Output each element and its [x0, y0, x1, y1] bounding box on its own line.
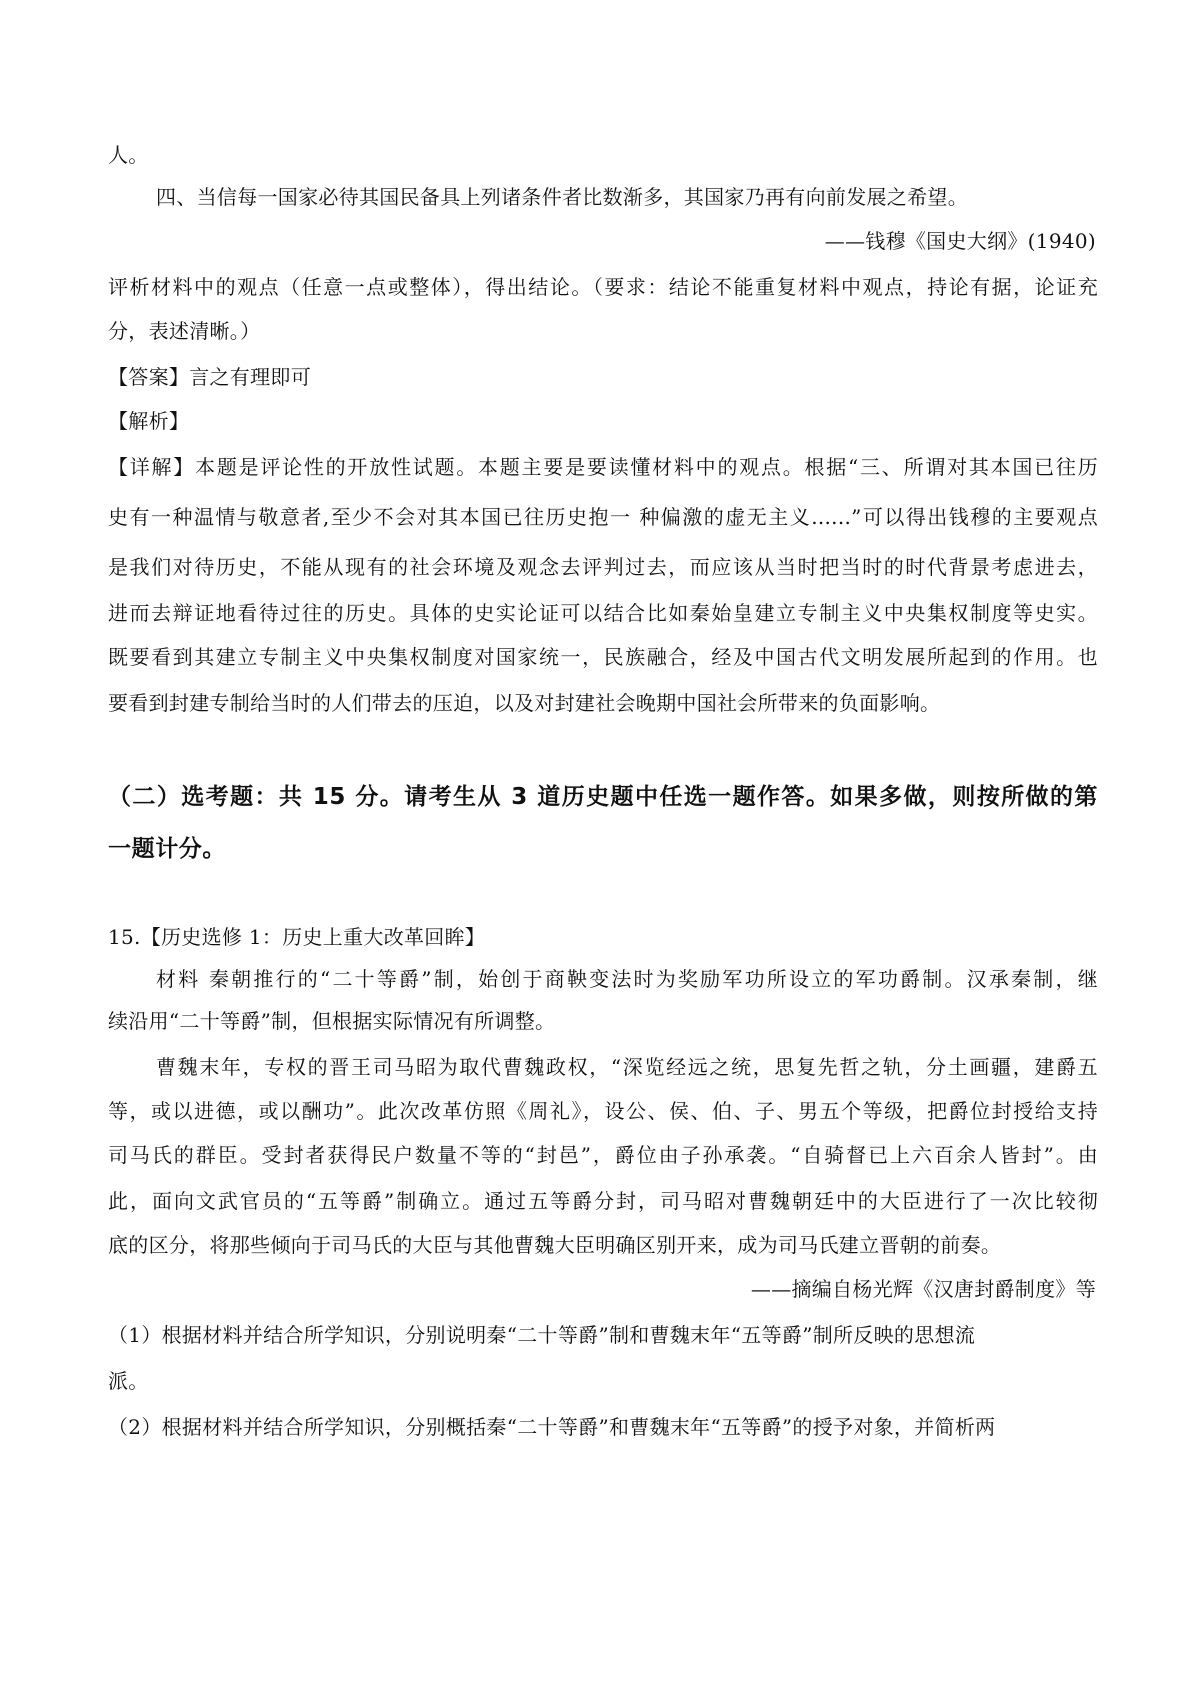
material-line: 材料 秦朝推行的“二十等爵”制，始创于商鞅变法时为奖励军功所设立的军功爵制。汉承秦制，继 [156, 967, 1098, 991]
section-header: 一题计分。 [108, 836, 226, 862]
material-source: ——钱穆《国史大纲》(1940) [824, 229, 1096, 253]
question-prompt: 评析材料中的观点（任意一点或整体），得出结论。（要求：结论不能重复材料中观点，持论有据，论证充 [108, 275, 1098, 299]
analysis-detail-line: 【详解】本题是评论性的开放性试题。本题主要是要读懂材料中的观点。根据“三、所谓对其本国已往历 [108, 455, 1098, 479]
material-line: 等，或以进德，或以酬功”。此次改革仿照《周礼》，设公、侯、伯、子、男五个等级，把爵位封授给支持 [108, 1099, 1098, 1123]
material-line: 此，面向文武官员的“五等爵”制确立。通过五等爵分封，司马昭对曹魏朝廷中的大臣进行了一次比较彻 [108, 1189, 1098, 1213]
material-source: ——摘编自杨光辉《汉唐封爵制度》等 [750, 1277, 1096, 1301]
question-prompt: 分，表述清晰。） [108, 319, 261, 343]
material-line: 司马氏的群臣。受封者获得民户数量不等的“封邑”，爵位由子孙承袭。“自骑督已上六百余人皆封”。由 [108, 1143, 1098, 1167]
section-header: （二）选考题：共 15 分。请考生从 3 道历史题中任选一题作答。如果多做，则按所做的第 [108, 784, 1098, 810]
material-line: 曹魏末年，专权的晋王司马昭为取代曹魏政权，“深览经远之统，思复先哲之轨，分土画疆，建爵五 [156, 1055, 1098, 1079]
analysis-detail-line: 史有一种温情与敬意者,至少不会对其本国已往历史抱一 种偏激的虚无主义......”可以得出钱穆的主要观点 [108, 505, 1098, 529]
material-line: 续沿用“二十等爵”制，但根据实际情况有所调整。 [108, 1009, 556, 1033]
analysis-detail-line: 进而去辩证地看待过往的历史。具体的史实论证可以结合比如秦始皇建立专制主义中央集权制度等史实。 [108, 601, 1098, 625]
analysis-detail-line: 要看到封建专制给当时的人们带去的压迫，以及对封建社会晚期中国社会所带来的负面影响。 [108, 691, 941, 715]
material-line: 四、当信每一国家必待其国民备具上列诸条件者比数渐多，其国家乃再有向前发展之希望。 [156, 185, 968, 209]
analysis-detail-line: 既要看到其建立专制主义中央集权制度对国家统一，民族融合，经及中国古代文明发展所起到的作用。也 [108, 645, 1098, 669]
material-line: 底的区分，将那些倾向于司马氏的大臣与其他曹魏大臣明确区别开来，成为司马氏建立晋朝的前奏。 [108, 1233, 1002, 1257]
material-line: 人。 [108, 143, 149, 167]
analysis-label: 【解析】 [108, 409, 190, 433]
question-title: 15.【历史选修 1：历史上重大改革回眸】 [108, 925, 486, 949]
sub-question: （2）根据材料并结合所学知识，分别概括秦“二十等爵”和曹魏末年“五等爵”的授予对象，并简析两 [108, 1415, 996, 1439]
analysis-detail-line: 是我们对待历史，不能从现有的社会环境及观念去评判过去，而应该从当时把当时的时代背景考虑进去， [108, 555, 1098, 579]
sub-question: （1）根据材料并结合所学知识，分别说明秦“二十等爵”制和曹魏末年“五等爵”制所反映的思想流 [108, 1323, 976, 1347]
sub-question: 派。 [108, 1369, 149, 1393]
answer-text: 【答案】言之有理即可 [108, 365, 311, 389]
